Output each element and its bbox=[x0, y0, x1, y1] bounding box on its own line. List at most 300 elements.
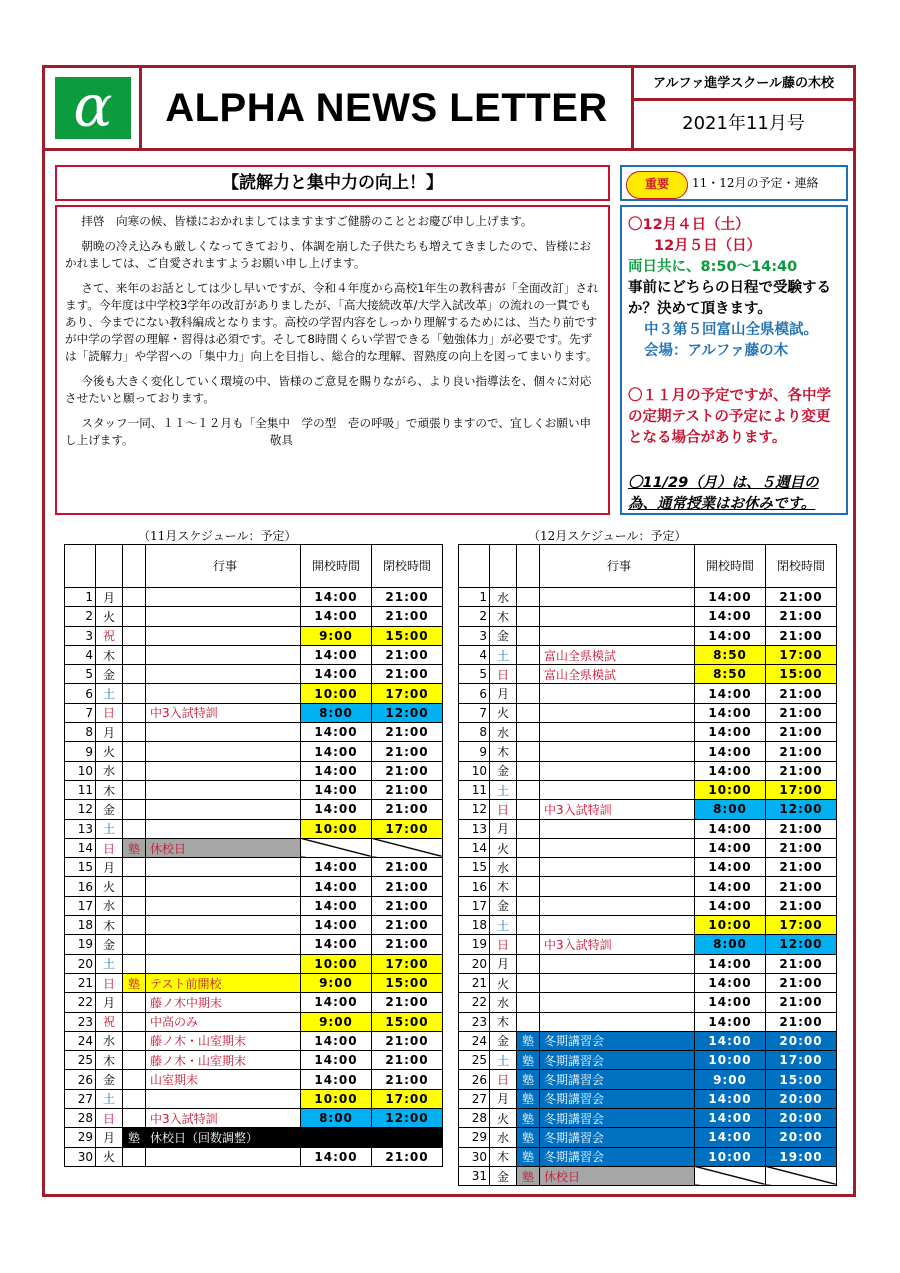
weekday-cell: 木 bbox=[96, 916, 123, 935]
table-row bbox=[65, 588, 443, 607]
table-row bbox=[65, 703, 443, 722]
table-row bbox=[459, 723, 837, 742]
open-time-cell: 9:00 bbox=[301, 626, 372, 645]
table-row bbox=[65, 1031, 443, 1050]
open-time-cell bbox=[695, 1166, 766, 1185]
notice-box bbox=[620, 205, 848, 515]
open-time-cell: 14:00 bbox=[695, 877, 766, 896]
close-time-cell: 17:00 bbox=[766, 916, 837, 935]
juku-cell bbox=[123, 877, 146, 896]
weekday-cell: 土 bbox=[490, 916, 517, 935]
table-row bbox=[459, 993, 837, 1012]
weekday-cell: 金 bbox=[96, 1070, 123, 1089]
day-cell: 3 bbox=[65, 626, 96, 645]
day-cell: 20 bbox=[459, 954, 490, 973]
day-cell: 17 bbox=[65, 896, 96, 915]
day-cell: 15 bbox=[65, 858, 96, 877]
close-time-cell: 21:00 bbox=[372, 780, 443, 799]
day-cell: 30 bbox=[65, 1147, 96, 1166]
day-cell: 24 bbox=[459, 1031, 490, 1050]
close-time-cell: 21:00 bbox=[766, 607, 837, 626]
weekday-cell: 木 bbox=[96, 645, 123, 664]
open-time-cell: 10:00 bbox=[301, 684, 372, 703]
open-time-cell: 14:00 bbox=[695, 896, 766, 915]
day-cell: 10 bbox=[459, 761, 490, 780]
juku-cell bbox=[517, 993, 540, 1012]
weekday-cell: 土 bbox=[490, 780, 517, 799]
open-time-cell: 14:00 bbox=[301, 993, 372, 1012]
table-row bbox=[459, 800, 837, 819]
close-time-cell: 19:00 bbox=[766, 1147, 837, 1166]
weekday-cell: 祝 bbox=[96, 1012, 123, 1031]
table-row bbox=[65, 1012, 443, 1031]
event-cell bbox=[146, 1089, 301, 1108]
weekday-cell: 祝 bbox=[96, 626, 123, 645]
open-time-cell: 14:00 bbox=[695, 703, 766, 722]
open-time-cell: 14:00 bbox=[695, 1128, 766, 1147]
table-row bbox=[65, 645, 443, 664]
day-cell: 29 bbox=[65, 1128, 96, 1147]
close-time-cell: 21:00 bbox=[766, 838, 837, 857]
weekday-cell: 金 bbox=[96, 665, 123, 684]
event-cell bbox=[540, 954, 695, 973]
table-row bbox=[65, 761, 443, 780]
day-cell: 16 bbox=[65, 877, 96, 896]
juku-cell bbox=[123, 607, 146, 626]
col-weekday bbox=[490, 545, 517, 588]
table-row bbox=[459, 1128, 837, 1147]
event-cell: 休校日 bbox=[540, 1166, 695, 1185]
juku-cell bbox=[517, 954, 540, 973]
letter-paragraph: さて、来年のお話としては少し早いですが、令和４年度から高校1年生の教科書が「全面改訂」されます。今年度は中学校3学年の改訂がありましたが、「高大接続改革/大学入試改革」の流れの一貫でもあり、今までにない教科編成となります。高校の学習内容をしっかり理解するためには、当たり前ですが中学の学習の理解・習得は必須です。そして8時間くらい学習できる「勉強体力」が必要です。先ずは「読解力」や学習への「集中力」向上を目指し、総合的な理解、習熟度の向上を図ってまいります。 bbox=[65, 281, 599, 363]
juku-cell bbox=[517, 838, 540, 857]
day-cell: 4 bbox=[65, 645, 96, 664]
nov-caption: （11月スケジュール：予定） bbox=[138, 529, 297, 543]
event-cell bbox=[540, 607, 695, 626]
table-row bbox=[65, 1070, 443, 1089]
day-cell: 31 bbox=[459, 1166, 490, 1185]
day-cell: 2 bbox=[459, 607, 490, 626]
close-time-cell: 15:00 bbox=[766, 665, 837, 684]
letter-paragraph: 今後も大きく変化していく環境の中、皆様のご意見を賜りながら、より良い指導法を、個々に対応させたいと願っております。 bbox=[65, 374, 592, 405]
weekday-cell: 水 bbox=[490, 723, 517, 742]
event-cell bbox=[540, 723, 695, 742]
juku-cell bbox=[517, 973, 540, 992]
event-cell bbox=[146, 800, 301, 819]
table-row bbox=[459, 1031, 837, 1050]
close-time-cell: 17:00 bbox=[372, 684, 443, 703]
table-header-row bbox=[65, 545, 443, 588]
day-cell: 6 bbox=[459, 684, 490, 703]
table-row bbox=[65, 780, 443, 799]
event-cell: 中3入試特訓 bbox=[540, 935, 695, 954]
weekday-cell: 火 bbox=[96, 1147, 123, 1166]
close-time-cell: 21:00 bbox=[372, 1051, 443, 1070]
juku-cell bbox=[517, 703, 540, 722]
event-cell bbox=[146, 954, 301, 973]
juku-cell bbox=[123, 1109, 146, 1128]
open-time-cell: 14:00 bbox=[301, 780, 372, 799]
day-cell: 8 bbox=[459, 723, 490, 742]
juku-cell bbox=[123, 993, 146, 1012]
close-time-cell: 21:00 bbox=[766, 993, 837, 1012]
notice-choose: 事前にどちらの日程で受験するか？決めて頂きます。 bbox=[628, 280, 831, 317]
weekday-cell: 日 bbox=[96, 838, 123, 857]
event-cell bbox=[146, 742, 301, 761]
weekday-cell: 月 bbox=[96, 1128, 123, 1147]
table-row bbox=[65, 1147, 443, 1166]
weekday-cell: 木 bbox=[490, 607, 517, 626]
juku-cell bbox=[517, 761, 540, 780]
open-time-cell: 8:00 bbox=[695, 800, 766, 819]
event-cell bbox=[146, 916, 301, 935]
weekday-cell: 月 bbox=[490, 1089, 517, 1108]
letter-heading: 【読解力と集中力の向上！】 bbox=[55, 165, 610, 201]
table-row bbox=[459, 761, 837, 780]
close-time-cell: 17:00 bbox=[766, 1051, 837, 1070]
juku-cell bbox=[123, 896, 146, 915]
alpha-logo: α bbox=[55, 77, 131, 139]
weekday-cell: 月 bbox=[490, 684, 517, 703]
juku-cell bbox=[517, 626, 540, 645]
close-time-cell: 17:00 bbox=[372, 954, 443, 973]
juku-cell bbox=[123, 954, 146, 973]
juku-cell bbox=[517, 800, 540, 819]
event-cell bbox=[540, 896, 695, 915]
day-cell: 1 bbox=[459, 588, 490, 607]
nov-schedule-table bbox=[64, 544, 443, 1167]
table-row bbox=[459, 973, 837, 992]
day-cell: 11 bbox=[459, 780, 490, 799]
col-close: 閉校時間 bbox=[766, 545, 837, 588]
open-time-cell: 14:00 bbox=[695, 723, 766, 742]
juku-cell bbox=[517, 665, 540, 684]
open-time-cell: 14:00 bbox=[301, 1051, 372, 1070]
juku-cell: 塾 bbox=[517, 1128, 540, 1147]
day-cell: 18 bbox=[459, 916, 490, 935]
open-time-cell: 8:00 bbox=[301, 1109, 372, 1128]
event-cell bbox=[146, 877, 301, 896]
event-cell bbox=[146, 896, 301, 915]
close-time-cell: 21:00 bbox=[372, 896, 443, 915]
close-time-cell: 21:00 bbox=[766, 954, 837, 973]
open-time-cell: 14:00 bbox=[695, 954, 766, 973]
open-time-cell: 14:00 bbox=[301, 858, 372, 877]
juku-cell bbox=[517, 896, 540, 915]
close-time-cell: 12:00 bbox=[766, 800, 837, 819]
table-row bbox=[459, 1012, 837, 1031]
table-row bbox=[459, 607, 837, 626]
day-cell: 5 bbox=[65, 665, 96, 684]
table-row bbox=[65, 935, 443, 954]
event-cell: 冬期講習会 bbox=[540, 1089, 695, 1108]
weekday-cell: 月 bbox=[96, 588, 123, 607]
juku-cell bbox=[517, 877, 540, 896]
weekday-cell: 火 bbox=[96, 877, 123, 896]
juku-cell bbox=[123, 703, 146, 722]
open-time-cell: 14:00 bbox=[301, 742, 372, 761]
day-cell: 20 bbox=[65, 954, 96, 973]
day-cell: 16 bbox=[459, 877, 490, 896]
table-row bbox=[459, 1051, 837, 1070]
weekday-cell: 土 bbox=[490, 645, 517, 664]
open-time-cell: 14:00 bbox=[695, 1031, 766, 1050]
open-time-cell: 14:00 bbox=[301, 877, 372, 896]
issue-date: 2021年11月号 bbox=[634, 101, 856, 151]
event-cell bbox=[540, 858, 695, 877]
notice-change: 〇１１月の予定ですが、各中学の定期テストの予定により変更となる場合があります。 bbox=[628, 388, 831, 446]
table-row bbox=[65, 916, 443, 935]
open-time-cell: 14:00 bbox=[301, 645, 372, 664]
table-row bbox=[65, 896, 443, 915]
weekday-cell: 金 bbox=[490, 1031, 517, 1050]
event-cell bbox=[146, 723, 301, 742]
event-cell bbox=[146, 780, 301, 799]
event-cell: 休校日（回数調整） bbox=[146, 1128, 443, 1147]
day-cell: 14 bbox=[65, 838, 96, 857]
weekday-cell: 火 bbox=[490, 973, 517, 992]
close-time-cell: 21:00 bbox=[766, 819, 837, 838]
notice-venue: 会場：アルファ藤の木 bbox=[644, 343, 789, 359]
juku-cell bbox=[123, 1147, 146, 1166]
close-time-cell: 21:00 bbox=[766, 588, 837, 607]
juku-cell: 塾 bbox=[123, 1128, 146, 1147]
day-cell: 12 bbox=[65, 800, 96, 819]
weekday-cell: 金 bbox=[490, 761, 517, 780]
weekday-cell: 土 bbox=[96, 819, 123, 838]
event-cell bbox=[540, 838, 695, 857]
weekday-cell: 月 bbox=[490, 954, 517, 973]
open-time-cell: 14:00 bbox=[695, 1012, 766, 1031]
notice-time: 両日共に、8:50～14:40 bbox=[628, 259, 798, 275]
weekday-cell: 火 bbox=[96, 742, 123, 761]
day-cell: 23 bbox=[459, 1012, 490, 1031]
open-time-cell: 9:00 bbox=[695, 1070, 766, 1089]
juku-cell bbox=[123, 780, 146, 799]
open-time-cell: 10:00 bbox=[301, 819, 372, 838]
day-cell: 21 bbox=[65, 973, 96, 992]
event-cell: 冬期講習会 bbox=[540, 1147, 695, 1166]
open-time-cell: 14:00 bbox=[695, 1109, 766, 1128]
juku-cell: 塾 bbox=[517, 1147, 540, 1166]
table-row bbox=[459, 1166, 837, 1185]
open-time-cell: 10:00 bbox=[695, 916, 766, 935]
weekday-cell: 水 bbox=[96, 1031, 123, 1050]
close-time-cell: 21:00 bbox=[766, 877, 837, 896]
close-time-cell: 12:00 bbox=[372, 703, 443, 722]
open-time-cell: 14:00 bbox=[301, 723, 372, 742]
weekday-cell: 月 bbox=[96, 723, 123, 742]
day-cell: 22 bbox=[65, 993, 96, 1012]
weekday-cell: 水 bbox=[490, 993, 517, 1012]
weekday-cell: 金 bbox=[490, 1166, 517, 1185]
weekday-cell: 日 bbox=[490, 800, 517, 819]
close-time-cell: 20:00 bbox=[766, 1128, 837, 1147]
event-cell: 富山全県模試 bbox=[540, 665, 695, 684]
open-time-cell: 9:00 bbox=[301, 973, 372, 992]
day-cell: 26 bbox=[65, 1070, 96, 1089]
open-time-cell: 8:50 bbox=[695, 665, 766, 684]
table-row bbox=[459, 626, 837, 645]
letter-paragraph-text: スタッフ一同、１１～１２月も「全集中 学の型 壱の呼吸」で頑張りますので、宜しくお願い申し上げます。 bbox=[65, 416, 592, 447]
close-time-cell: 15:00 bbox=[372, 626, 443, 645]
day-cell: 25 bbox=[459, 1051, 490, 1070]
table-row bbox=[65, 1128, 443, 1147]
juku-cell bbox=[517, 1012, 540, 1031]
day-cell: 21 bbox=[459, 973, 490, 992]
letter-paragraph bbox=[65, 415, 600, 449]
event-cell bbox=[540, 703, 695, 722]
table-row bbox=[65, 973, 443, 992]
juku-cell bbox=[517, 819, 540, 838]
weekday-cell: 日 bbox=[490, 935, 517, 954]
weekday-cell: 日 bbox=[490, 665, 517, 684]
close-time-cell: 15:00 bbox=[372, 1012, 443, 1031]
close-time-cell: 21:00 bbox=[372, 761, 443, 780]
close-time-cell: 12:00 bbox=[372, 1109, 443, 1128]
day-cell: 9 bbox=[65, 742, 96, 761]
table-row bbox=[459, 954, 837, 973]
weekday-cell: 水 bbox=[96, 896, 123, 915]
notice-date-2: 12月５日（日） bbox=[654, 238, 762, 254]
day-cell: 2 bbox=[65, 607, 96, 626]
dec-rows bbox=[459, 588, 837, 1186]
weekday-cell: 木 bbox=[490, 877, 517, 896]
juku-cell bbox=[517, 588, 540, 607]
weekday-cell: 土 bbox=[96, 684, 123, 703]
juku-cell bbox=[123, 916, 146, 935]
notice-exam: 中３第５回富山全県模試。 bbox=[644, 322, 818, 338]
event-cell: 冬期講習会 bbox=[540, 1031, 695, 1050]
day-cell: 19 bbox=[459, 935, 490, 954]
juku-cell bbox=[123, 626, 146, 645]
event-cell: 冬期講習会 bbox=[540, 1128, 695, 1147]
event-cell: 休校日 bbox=[146, 838, 301, 857]
table-row bbox=[65, 1089, 443, 1108]
day-cell: 27 bbox=[65, 1089, 96, 1108]
close-time-cell: 21:00 bbox=[766, 1012, 837, 1031]
table-row bbox=[65, 800, 443, 819]
day-cell: 7 bbox=[459, 703, 490, 722]
close-time-cell: 15:00 bbox=[372, 973, 443, 992]
event-cell bbox=[540, 684, 695, 703]
notice-header bbox=[620, 165, 848, 201]
event-cell bbox=[540, 761, 695, 780]
open-time-cell: 14:00 bbox=[301, 800, 372, 819]
open-time-cell bbox=[301, 838, 372, 857]
open-time-cell: 14:00 bbox=[301, 935, 372, 954]
day-cell: 8 bbox=[65, 723, 96, 742]
close-time-cell: 12:00 bbox=[766, 935, 837, 954]
open-time-cell: 10:00 bbox=[695, 1147, 766, 1166]
weekday-cell: 水 bbox=[96, 761, 123, 780]
close-time-cell: 21:00 bbox=[766, 896, 837, 915]
juku-cell bbox=[123, 1089, 146, 1108]
close-time-cell: 20:00 bbox=[766, 1089, 837, 1108]
event-cell bbox=[146, 761, 301, 780]
juku-cell: 塾 bbox=[123, 838, 146, 857]
juku-cell bbox=[123, 684, 146, 703]
notice-date-1: 〇12月４日（土） bbox=[628, 217, 750, 233]
weekday-cell: 水 bbox=[490, 1128, 517, 1147]
day-cell: 19 bbox=[65, 935, 96, 954]
weekday-cell: 金 bbox=[96, 800, 123, 819]
event-cell bbox=[540, 742, 695, 761]
open-time-cell: 8:00 bbox=[695, 935, 766, 954]
col-weekday bbox=[96, 545, 123, 588]
juku-cell: 塾 bbox=[517, 1089, 540, 1108]
juku-cell bbox=[123, 1070, 146, 1089]
open-time-cell: 14:00 bbox=[695, 742, 766, 761]
close-time-cell: 21:00 bbox=[372, 877, 443, 896]
dec-schedule-table bbox=[458, 544, 837, 1186]
close-time-cell: 21:00 bbox=[372, 607, 443, 626]
day-cell: 12 bbox=[459, 800, 490, 819]
juku-cell: 塾 bbox=[123, 973, 146, 992]
close-time-cell: 21:00 bbox=[372, 935, 443, 954]
open-time-cell: 14:00 bbox=[301, 761, 372, 780]
day-cell: 22 bbox=[459, 993, 490, 1012]
open-time-cell: 14:00 bbox=[301, 1147, 372, 1166]
event-cell: テスト前開校 bbox=[146, 973, 301, 992]
event-cell: 藤ノ木・山室期末 bbox=[146, 1051, 301, 1070]
day-cell: 27 bbox=[459, 1089, 490, 1108]
weekday-cell: 火 bbox=[96, 607, 123, 626]
weekday-cell: 木 bbox=[96, 1051, 123, 1070]
weekday-cell: 火 bbox=[490, 838, 517, 857]
day-cell: 15 bbox=[459, 858, 490, 877]
table-row bbox=[65, 723, 443, 742]
table-row bbox=[459, 1089, 837, 1108]
event-cell bbox=[540, 877, 695, 896]
weekday-cell: 月 bbox=[490, 819, 517, 838]
notice-holiday: 〇11/29（月）は、５週目の為、通常授業はお休みです。 bbox=[628, 475, 819, 512]
newsletter-title: ALPHA NEWS LETTER bbox=[142, 65, 634, 151]
close-time-cell: 21:00 bbox=[766, 626, 837, 645]
table-row bbox=[65, 1109, 443, 1128]
weekday-cell: 土 bbox=[96, 954, 123, 973]
event-cell bbox=[540, 916, 695, 935]
weekday-cell: 土 bbox=[490, 1051, 517, 1070]
event-cell bbox=[540, 780, 695, 799]
day-cell: 1 bbox=[65, 588, 96, 607]
close-time-cell: 17:00 bbox=[372, 819, 443, 838]
close-time-cell bbox=[372, 838, 443, 857]
juku-cell bbox=[123, 1012, 146, 1031]
juku-cell bbox=[123, 761, 146, 780]
event-cell bbox=[146, 645, 301, 664]
day-cell: 23 bbox=[65, 1012, 96, 1031]
weekday-cell: 木 bbox=[490, 742, 517, 761]
event-cell: 藤ノ木・山室期末 bbox=[146, 1031, 301, 1050]
close-time-cell: 21:00 bbox=[372, 858, 443, 877]
event-cell bbox=[146, 626, 301, 645]
open-time-cell: 14:00 bbox=[695, 588, 766, 607]
event-cell: 山室期末 bbox=[146, 1070, 301, 1089]
important-badge: 重要 bbox=[626, 171, 688, 199]
open-time-cell: 10:00 bbox=[301, 954, 372, 973]
juku-cell bbox=[123, 645, 146, 664]
col-juku bbox=[123, 545, 146, 588]
open-time-cell: 10:00 bbox=[695, 780, 766, 799]
close-time-cell: 20:00 bbox=[766, 1031, 837, 1050]
open-time-cell: 14:00 bbox=[695, 607, 766, 626]
event-cell: 中3入試特訓 bbox=[146, 1109, 301, 1128]
close-time-cell bbox=[766, 1166, 837, 1185]
event-cell: 冬期講習会 bbox=[540, 1051, 695, 1070]
event-cell: 冬期講習会 bbox=[540, 1070, 695, 1089]
open-time-cell: 10:00 bbox=[301, 1089, 372, 1108]
